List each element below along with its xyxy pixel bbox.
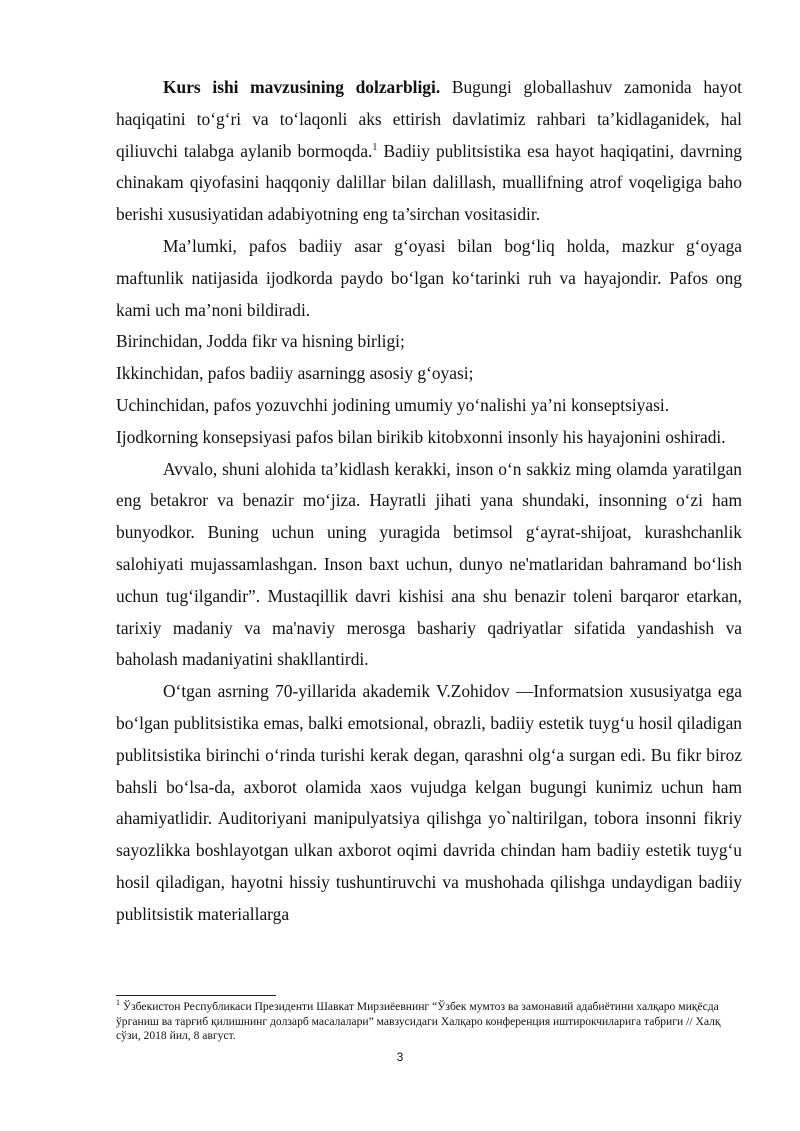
list-item: Birinchidan, Jodda fikr va hisning birligi;	[116, 331, 405, 352]
footnote	[116, 1000, 742, 1044]
footnote-separator	[116, 995, 276, 996]
footnote-text: Ўзбекистон Республикаси Президенти Шавкат Мирзиёевнинг “Ўзбек мумтоз ва замонавий адабиётини халқаро миқёсда ўрганиш ва тарғиб қилишнинг долзарб масалалари” мавзусидаги Халқаро конференция иштирокчиларига табриги // Халқ сўзи, 2018 йил, 8 август.	[116, 1000, 721, 1043]
section-lead-title: Kurs ishi mavzusining dolzarbligi.	[163, 77, 441, 97]
paragraph-intro	[116, 72, 742, 231]
footnote-number: 1	[116, 998, 120, 1008]
body-text	[116, 72, 742, 931]
list-item: Ikkinchidan, pafos badiiy asarningg asosiy g‘oyasi;	[116, 363, 474, 384]
paragraph-publicism: O‘tgan asrning 70-yillarida akademik V.Zohidov —Informatsion xususiyatga ega bo‘lgan publitsistika emas, balki emotsional, obrazli, badiiy estetik tuyg‘u hosil qiladigan publitsistika birinchi o‘rinda turishi kerak degan, qarashni olg‘a surgan edi. Bu fikr biroz bahsli bo‘lsa-da, axborot olamida xaos vujudga kelgan bugungi kunimiz uchun ham ahamiyatlidir. Auditoriyani manipulyatsiya qilishga yo`naltirilgan, tobora insonni fikriy sayozlikka boshlayotgan ulkan axborot oqimi davrida chindan ham badiiy estetik tuyg‘u hosil qiladigan, hayotni hissiy tushuntiruvchi va mushohada qilishga undaydigan badiiy publitsistik materiallarga	[116, 681, 742, 924]
paragraph-intro-rest: Badiiy publitsistika esa hayot haqiqatini, davrning chinakam qiyofasini haqqoniy dalillar bilan dalillash, muallifning atrof voqeligiga baho berishi xususiyatidan adabiyotning eng ta’sirchan vositasidir.	[116, 140, 742, 225]
paragraph-intro-text: Bugungi globallashuv zamonida hayot haqiqatini to‘g‘ri va to‘laqonli aks ettirish davlatimiz rahbari ta’kidlaganidek, hal qiliuvchi talabga aylanib bormoqda.	[116, 77, 742, 161]
paragraph-pathos: Ma’lumki, pafos badiiy asar g‘oyasi bilan bog‘liq holda, mazkur g‘oyaga maftunlik natijasida ijodkorda paydo bo‘lgan ko‘tarinki ruh va hayajondir. Pafos ong kami uch ma’noni bildiradi.	[116, 235, 742, 320]
page-number: 3	[396, 1050, 404, 1064]
footnote-reference[interactable]: 1	[372, 141, 378, 153]
list-item: Uchinchidan, pafos yozuvchhi jodining umumiy yo‘nalishi ya’ni konseptsiyasi.	[116, 394, 670, 415]
paragraph-human: Avvalo, shuni alohida ta’kidlash kerakki, inson o‘n sakkiz ming olamda yaratilgan eng betakror va benazir mo‘jiza. Hayratli jihati yana shundaki, insonning o‘zi ham bunyodkor. Buning uchun uning yuragida betimsol g‘ayrat-shijoat, kurashchanlik salohiyati mujassamlashgan. Inson baxt uchun, dunyo ne'matlaridan bahramand bo‘lish uchun tug‘ilgandir”. Mustaqillik davri kishisi ana shu benazir toleni barqaror etarkan, tarixiy madaniy va ma'naviy merosga bashariy qadriyatlar sifatida yandashish va baholash madaniyatini shakllantirdi.	[116, 458, 742, 670]
paragraph-concept: Ijodkorning konsepsiyasi pafos bilan birikib kitobxonni insonly his hayajonini oshiradi.	[116, 426, 726, 447]
